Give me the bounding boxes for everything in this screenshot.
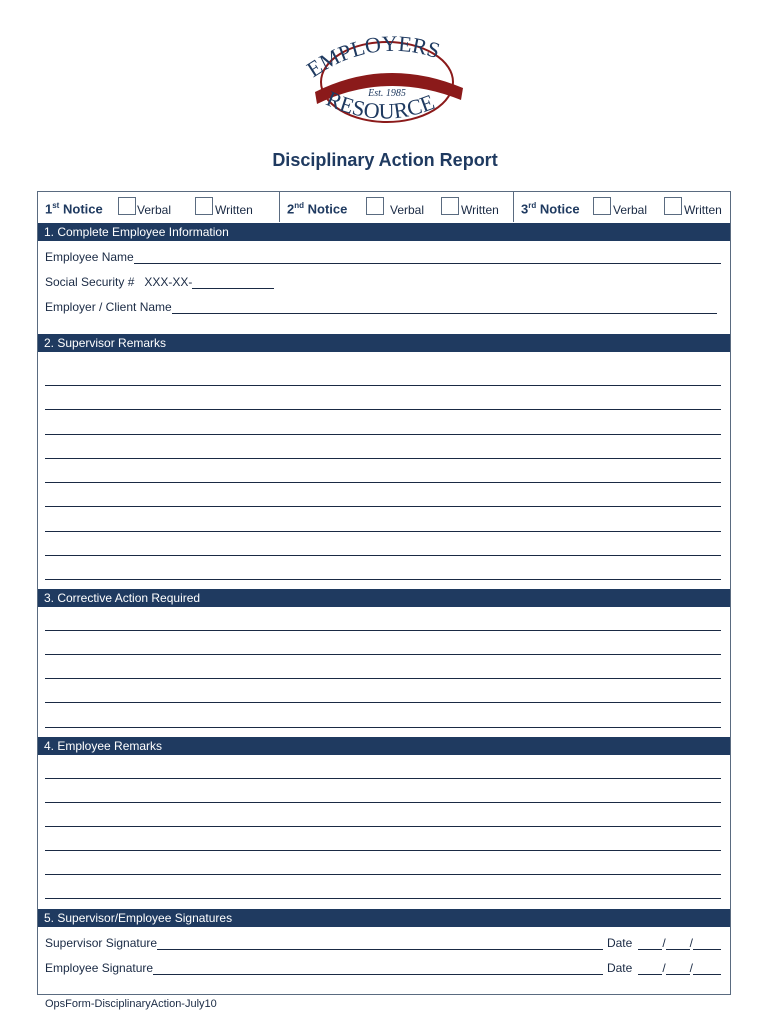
supervisor-remarks-line[interactable] [45, 434, 721, 435]
section-employee-remarks-header: 4. Employee Remarks [38, 737, 730, 755]
notice-second [279, 192, 514, 222]
corrective-action-line[interactable] [45, 702, 721, 703]
section-signatures-header: 5. Supervisor/Employee Signatures [38, 909, 730, 927]
notice-row [38, 192, 730, 222]
employee-name-label: Employee Name [45, 250, 134, 264]
section-corrective-action-header: 3. Corrective Action Required [38, 589, 730, 607]
supervisor-date-label: Date [606, 936, 633, 950]
employee-remarks-line[interactable] [45, 802, 721, 803]
employee-signature-label: Employee Signature [45, 961, 154, 975]
supervisor-signature-label: Supervisor Signature [45, 936, 158, 950]
employee-remarks-line[interactable] [45, 826, 721, 827]
notice-first-verbal-checkbox[interactable] [118, 197, 136, 215]
supervisor-remarks-line[interactable] [45, 458, 721, 459]
employee-name-field[interactable] [45, 250, 721, 264]
date-separator: / [689, 961, 693, 975]
employee-remarks-line[interactable] [45, 898, 721, 899]
notice-third [513, 192, 731, 222]
section-employee-information-header: 1. Complete Employee Information [38, 223, 730, 241]
date-separator: / [662, 936, 666, 950]
corrective-action-line[interactable] [45, 630, 721, 631]
employers-resource-logo [295, 30, 475, 130]
ssn-field[interactable] [45, 275, 274, 289]
page-title: Disciplinary Action Report [272, 150, 498, 170]
corrective-action-line[interactable] [45, 654, 721, 655]
logo-bottom-text: RESOURCE [322, 85, 438, 124]
supervisor-remarks-line[interactable] [45, 506, 721, 507]
notice-third-label: 3rd Notice [521, 201, 580, 217]
logo-top-text: EMPLOYERS [302, 30, 443, 83]
supervisor-signature-field[interactable] [45, 936, 721, 950]
logo-est-text: Est. 1985 [368, 88, 406, 99]
notice-second-label: 2nd Notice [287, 201, 348, 217]
report-form [37, 191, 731, 995]
notice-first-written-checkbox[interactable] [195, 197, 213, 215]
notice-third-verbal-checkbox[interactable] [593, 197, 611, 215]
employee-remarks-line[interactable] [45, 850, 721, 851]
notice-first-written-label: Written [215, 203, 253, 217]
section-supervisor-remarks-header: 2. Supervisor Remarks [38, 334, 730, 352]
notice-third-written-checkbox[interactable] [664, 197, 682, 215]
notice-first-label: 1st Notice [45, 201, 103, 217]
supervisor-remarks-line[interactable] [45, 385, 721, 386]
supervisor-remarks-line[interactable] [45, 579, 721, 580]
supervisor-remarks-line[interactable] [45, 409, 721, 410]
supervisor-remarks-line[interactable] [45, 482, 721, 483]
employee-remarks-line[interactable] [45, 778, 721, 779]
notice-second-written-checkbox[interactable] [441, 197, 459, 215]
notice-second-verbal-checkbox[interactable] [366, 197, 384, 215]
corrective-action-line[interactable] [45, 678, 721, 679]
notice-third-verbal-label: Verbal [613, 203, 648, 217]
date-separator: / [689, 936, 693, 950]
form-footer-id: OpsForm-DisciplinaryAction-July10 [45, 998, 217, 1010]
notice-first [38, 192, 279, 222]
date-separator: / [662, 961, 666, 975]
employee-date-label: Date [606, 961, 633, 975]
ssn-prefix: XXX-XX- [144, 275, 193, 289]
ssn-label: Social Security # [45, 275, 135, 289]
employer-client-label: Employer / Client Name [45, 300, 172, 314]
employee-signature-field[interactable] [45, 961, 721, 975]
employer-client-field[interactable] [45, 300, 717, 314]
corrective-action-line[interactable] [45, 727, 721, 728]
notice-second-written-label: Written [461, 203, 499, 217]
supervisor-remarks-line[interactable] [45, 555, 721, 556]
supervisor-remarks-line[interactable] [45, 531, 721, 532]
notice-first-verbal-label: Verbal [137, 203, 172, 217]
notice-third-written-label: Written [684, 203, 722, 217]
notice-second-verbal-label: Verbal [390, 203, 425, 217]
employee-remarks-line[interactable] [45, 874, 721, 875]
logo-ribbon-text: YOUR TRUSTED GUARDIAN [343, 61, 447, 80]
